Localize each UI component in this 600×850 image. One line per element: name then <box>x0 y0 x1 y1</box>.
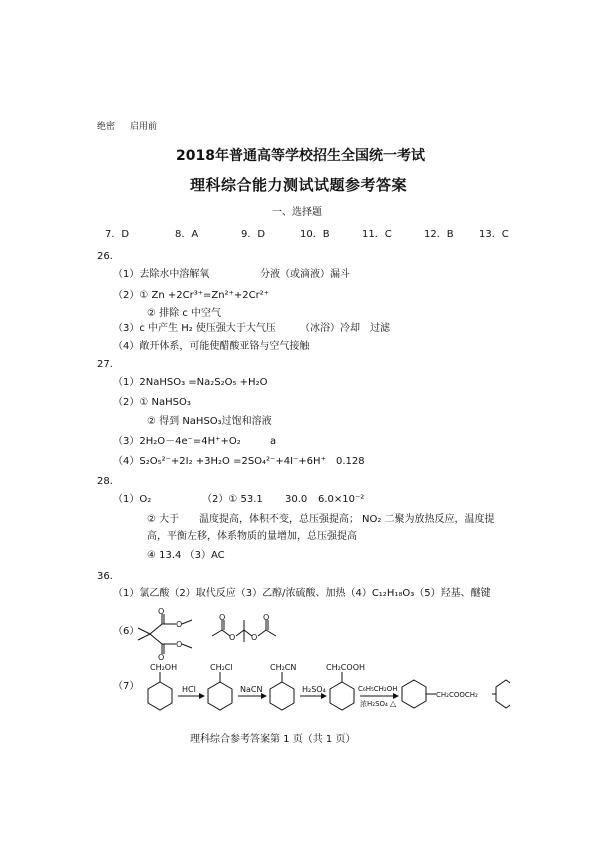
answer-line: ② 排除 c 中空气 <box>147 308 221 319</box>
oxygen-label: O <box>176 640 183 649</box>
answer-line: （1）2NaHSO₃ =Na₂S₂O₅ +H₂O <box>113 377 268 388</box>
benzene-ring <box>496 680 510 708</box>
answer-line: （2）① Zn +2Cr³⁺=Zn²⁺+2Cr²⁺ <box>113 290 269 301</box>
answer-line: （2）① NaHSO₃ <box>113 397 191 408</box>
answer-line: （2）① 53.1 <box>202 494 263 505</box>
answer-line: （4）S₂O₅²⁻+2I₂ +3H₂O =2SO₄²⁻+4I⁻+6H⁺ <box>113 456 326 467</box>
answer-line: （1）去除水中溶解氧 <box>113 269 210 280</box>
answer-line: （冰浴）冷却 <box>300 323 360 334</box>
answer-line: （7） <box>113 681 140 692</box>
substituent-label: CH₂COOH <box>326 663 366 672</box>
oxygen-label: O <box>158 653 165 660</box>
heat-symbol: △ <box>390 699 397 708</box>
product-linker-label: CH₂COOCH₂ <box>436 691 478 699</box>
benzene-ring <box>270 682 294 710</box>
answer-line: 高，平衡左移，体系物质的量增加，总压强提高 <box>147 531 357 542</box>
choice-answer: 9．D <box>241 229 266 240</box>
answer-line: ② 得到 NaHSO₃过饱和溶液 <box>147 416 272 427</box>
answer-line: 分液（或滴液）漏斗 <box>260 269 350 280</box>
oxygen-label: O <box>263 614 270 622</box>
answer-line: 过滤 <box>370 323 390 334</box>
reagent-label: NaCN <box>240 685 263 694</box>
answer-line: （4）敞开体系，可能使醋酸亚铬与空气接触 <box>113 341 310 352</box>
choice-answer: 13．C <box>479 229 509 240</box>
oxygen-label: O <box>219 614 226 622</box>
reagent-label: H₂SO₄ <box>302 685 326 694</box>
substituent-label: CH₂Cl <box>210 663 233 672</box>
page-title: 2018年普通高等学校招生全国统一考试 <box>176 148 425 164</box>
oxygen-label: O <box>176 620 183 629</box>
page-subtitle: 理科综合能力测试试题参考答案 <box>190 176 408 194</box>
page-footer: 理科综合参考答案第 1 页（共 1 页） <box>190 734 356 745</box>
answer-line: ② 大于 <box>147 514 180 525</box>
answer-line: （1）氯乙酸（2）取代反应（3）乙醇/浓硫酸、加热（4）C₁₂H₁₈O₃（5）羟基、醚键 <box>113 588 491 599</box>
answer-line: （3）c 中产生 H₂ 使压强大于大气压 <box>113 323 276 334</box>
substituent-label: CH₂OH <box>150 663 178 672</box>
benzene-ring <box>330 682 354 710</box>
reagent-label: 浓H₂SO₄ <box>360 700 388 708</box>
answer-line: 0.128 <box>336 456 365 467</box>
choice-answer: 11．C <box>362 229 392 240</box>
answer-line: 6.0×10⁻² <box>318 494 365 505</box>
choice-answer: 10．B <box>300 229 330 240</box>
question-number: 28． <box>97 476 120 487</box>
choice-answer: 12．B <box>424 229 454 240</box>
choice-answer: 7．D <box>105 229 130 240</box>
benzene-ring <box>148 682 172 710</box>
question-number: 36． <box>97 571 120 582</box>
question-number: 27． <box>97 359 120 370</box>
oxygen-label: O <box>251 633 258 642</box>
choice-answer: 8．A <box>175 229 199 240</box>
answer-line: （6） <box>113 626 140 637</box>
structure-diacetate <box>210 614 290 654</box>
question-number: 26． <box>97 251 120 262</box>
structure-diester <box>130 608 210 660</box>
answer-line: （1）O₂ <box>113 494 152 505</box>
answer-line: ④ 13.4 （3）AC <box>147 550 225 561</box>
answer-line: a <box>270 436 277 447</box>
benzene-ring <box>402 680 426 708</box>
oxygen-label: O <box>158 608 165 616</box>
oxygen-label: O <box>229 633 236 642</box>
reagent-label: HCl <box>182 685 196 694</box>
start-use-label: 启用前 <box>130 122 158 132</box>
synthesis-route <box>140 662 510 716</box>
reagent-label: C₆H₅CH₂OH <box>358 685 398 693</box>
answer-line: （3）2H₂O－4e⁻=4H⁺+O₂ <box>113 436 241 447</box>
section-heading: 一、选择题 <box>272 207 322 218</box>
substituent-label: CH₂CN <box>270 663 297 672</box>
secret-label: 绝密 <box>97 122 116 132</box>
answer-line: 温度提高，体积不变，总压强提高； <box>199 514 359 525</box>
benzene-ring <box>208 682 232 710</box>
answer-line: NO₂ 二聚为放热反应，温度提 <box>362 514 495 525</box>
answer-line: 30.0 <box>285 494 308 505</box>
